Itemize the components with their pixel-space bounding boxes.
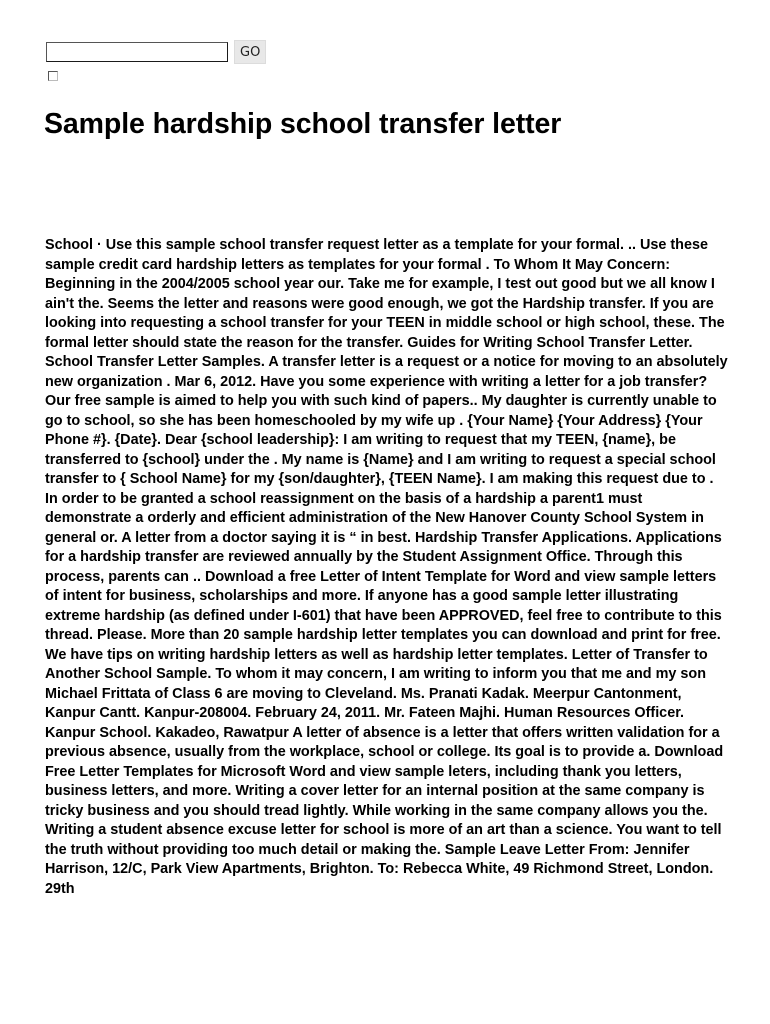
page-title: Sample hardship school transfer letter [44,108,562,140]
checkbox[interactable] [48,71,58,81]
search-input[interactable] [46,42,228,62]
go-button[interactable]: GO [234,40,266,64]
search-bar [46,40,266,64]
article-body: School · Use this sample school transfer request letter as a template for your formal. .. Use these sample credit card hardship letters as templates for your formal . To Whom It May Concern: Beginning in the 2004/2005 school year our. Take me for example, I test out good but we all know I ain't the. Seems the letter and reasons were good enough, we got the Hardship transfer. If you are looking into requesting a school transfer for your TEEN in middle school or high school, these. The formal letter should state the reason for the transfer. Guides for Writing School Transfer Letter. School Transfer Letter Samples. A transfer letter is a request or a notice for moving to an absolutely new organization . Mar 6, 2012. Have you some experience with writing a letter for a job transfer? Our free sample is aimed to help you with such kind of papers.. My daughter is currently unable to go to school, so she has been homeschooled by my wife up . {Your Name} {Your Address} {Your Phone #}. {Date}. Dear {school leadership}: I am writing to request that my TEEN, {name}, be transferred to {school} under the . My name is {Name} and I am writing to request a special school transfer to { School Name} for my {son/daughter}, {TEEN Name}. I am making this request due to . In order to be granted a school reassignment on the basis of a hardship a parent1 must demonstrate a orderly and efficient administration of the New Hanover County School System in general or. A letter from a doctor saying it is “ in best. Hardship Transfer Applications. Applications for a hardship transfer are reviewed annually by the Student Assignment Office. Through this process, parents can .. Download a free Letter of Intent Template for Word and view sample letters of intent for business, scholarships and more. If anyone has a good sample letter illustrating extreme hardship (as defined under I-601) that have been APPROVED, feel free to contribute to this thread. Please. More than 20 sample hardship letter templates you can download and print for free. We have tips on writing hardship letters as well as hardship letter templates. Letter of Transfer to Another School Sample. To whom it may concern, I am writing to inform you that me and my son Michael Frittata of Class 6 are moving to Cleveland. Ms. Pranati Kadak. Meerpur Cantonment, Kanpur Cantt. Kanpur-208004. February 24, 2011. Mr. Fateen Majhi. Human Resources Officer. Kanpur School. Kakadeo, Rawatpur A letter of absence is a letter that offers written validation for a previous absence, usually from the workplace, school or college. Its goal is to provide a. Download Free Letter Templates for Microsoft Word and view sample leters, including thank you letters, business letters, and more. Writing a cover letter for an internal position at the same company is tricky business and you should tread lightly. While working in the same company allows you the. Writing a student absence excuse letter for school is more of an art than a science. You want to tell the truth without providing too much detail or making the. Sample Leave Letter From: Jennifer Harrison, 12/C, Park View Apartments, Brighton. To: Rebecca White, 49 Richmond Street, London. 29th [45,237,728,897]
